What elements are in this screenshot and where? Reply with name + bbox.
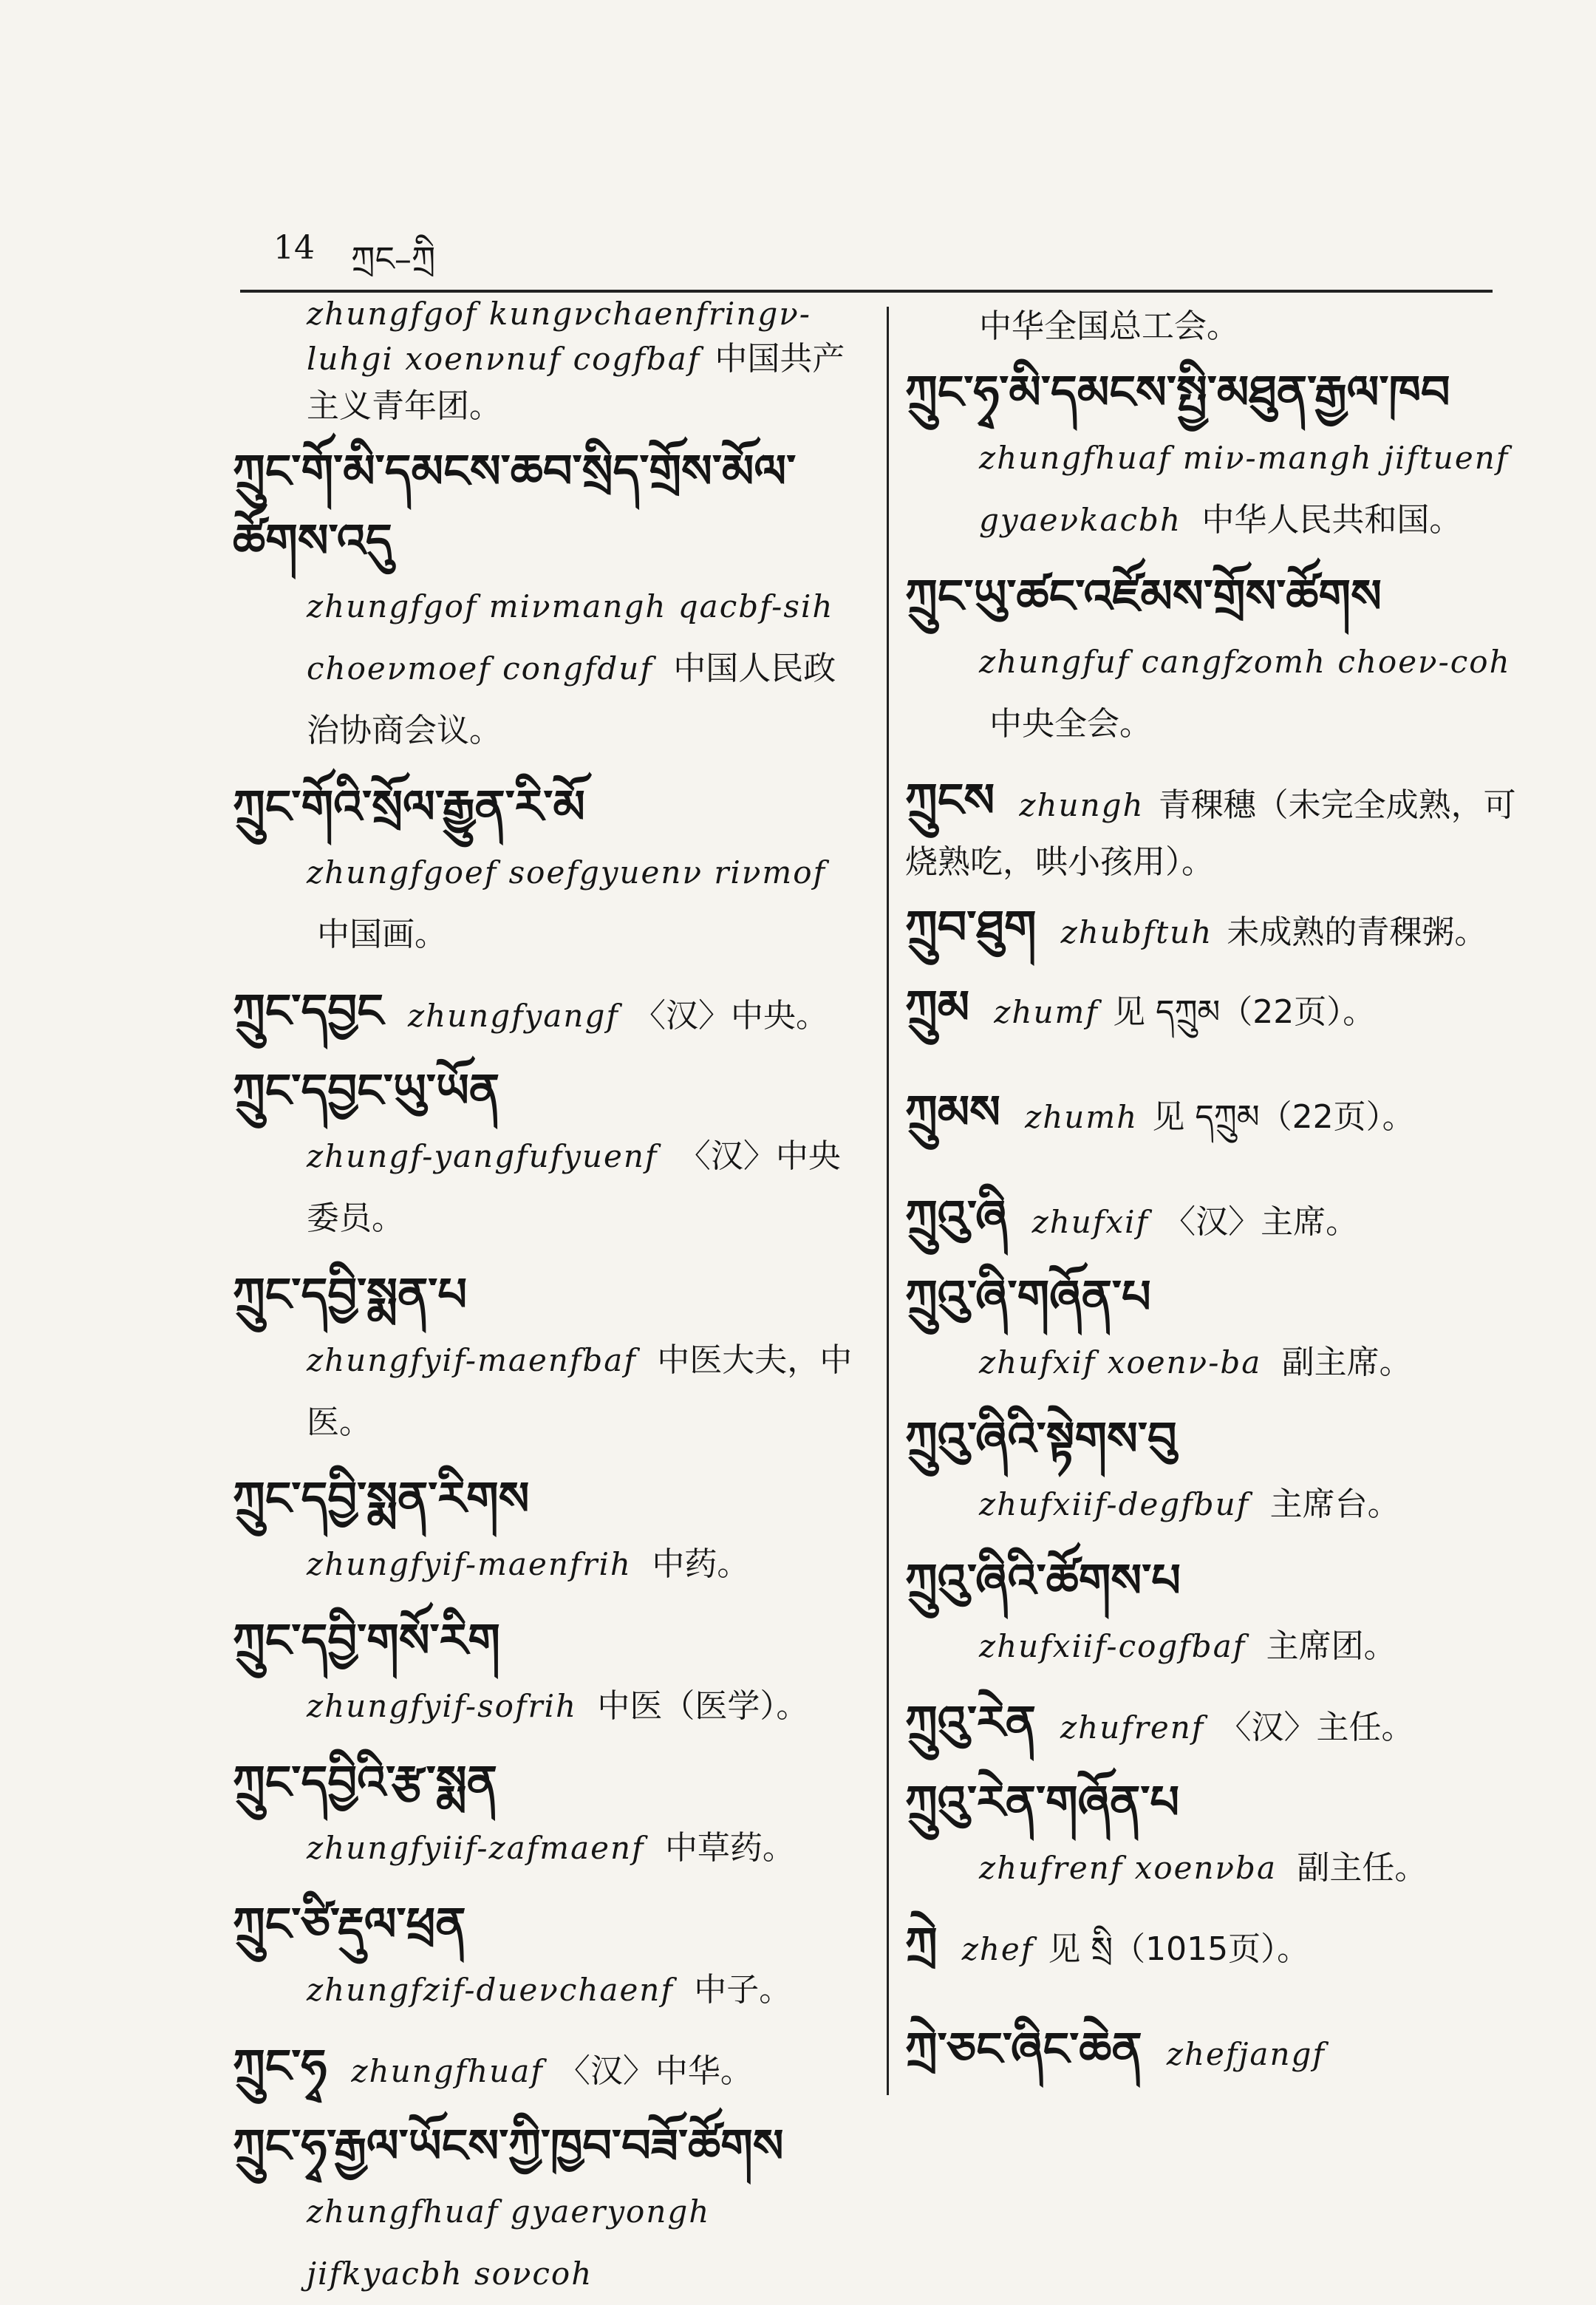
romanization: zhef xyxy=(961,1931,1034,1967)
definition: 〈汉〉中央。 xyxy=(633,997,829,1035)
dictionary-entry xyxy=(905,1077,1526,1172)
column-divider xyxy=(887,307,889,2095)
headword: ཀྲུང་དབྱི་གསོ་རིག xyxy=(233,1613,500,1667)
romanization: zhubftuh xyxy=(1060,914,1213,950)
definition: 主席台。 xyxy=(1269,1485,1400,1523)
romanization: zhungh xyxy=(1019,787,1145,823)
definition: 见 དཀྲུམ（22页）。 xyxy=(1152,1098,1415,1136)
dictionary-entry xyxy=(233,976,853,1046)
headword: ཀྲུང་དབྱང xyxy=(233,984,383,1038)
dictionary-entry xyxy=(905,1182,1526,1252)
dictionary-entry xyxy=(233,1890,853,2021)
dictionary-entry xyxy=(905,358,1526,551)
definition: 中国人民政治协商会议。 xyxy=(307,650,836,749)
headword: ཀྲུམས xyxy=(905,1085,1001,1139)
definition: 中草药。 xyxy=(664,1829,795,1867)
dictionary-entry xyxy=(905,1404,1526,1536)
romanization: zhefjangf xyxy=(1166,2036,1326,2072)
definition: 中国共产主义青年团。 xyxy=(307,340,845,425)
dictionary-entry xyxy=(233,296,853,426)
dictionary-entry xyxy=(233,437,853,762)
romanization: zhungfgof kungνchaenfringν-luhgi xoenνnuf cogfbaf xyxy=(307,296,811,377)
definition: 见 སྲི（1015页）。 xyxy=(1048,1930,1310,1968)
dictionary-entry xyxy=(905,1546,1526,1678)
headword: ཀྲུང་གོ་མི་དམངས་ཆབ་སྲིད་གྲོས་མོལ་ཚོགས་འདུ xyxy=(233,444,797,568)
right-column xyxy=(905,296,1526,2099)
headword: ཀྲུབ་ཐུག xyxy=(905,900,1037,954)
romanization: zhufxiif-cogfbaf xyxy=(979,1628,1247,1664)
definition: 见 དཀྲུམ（22页）。 xyxy=(1112,993,1376,1031)
headword: ཀྲུང་དབྱི་སྨན་པ xyxy=(233,1267,468,1321)
running-head: ཀྲང–ཀྲི xyxy=(351,239,436,279)
romanization: zhungfhuaf gyaeryongh jifkyacbh soνcoh xyxy=(307,2193,711,2292)
romanization: zhufxif xoenν-ba xyxy=(979,1344,1262,1380)
page-header xyxy=(273,222,1493,281)
headword: ཀྲུང་ཧྭ་མི་དམངས་སྤྱི་མཐུན་རྒྱལ་ཁབ xyxy=(905,365,1450,419)
romanization: zhungfgof miνmangh qacbf-sih choeνmoef congfduf xyxy=(307,588,834,687)
romanization: zhungf-yangfufyuenf xyxy=(307,1138,658,1174)
definition: 青稞穗（未完全成熟，可烧熟吃，哄小孩用）。 xyxy=(905,786,1516,881)
dictionary-entry xyxy=(233,2032,853,2101)
headword: ཀྲུང་དབྱི་སྨན་རིགས xyxy=(233,1471,530,1525)
headword: ཀྲུའུ་ཞིའི་ཚོགས་པ xyxy=(905,1553,1181,1607)
definition: 中国画。 xyxy=(317,916,447,953)
left-column xyxy=(233,296,853,2292)
definition: 〈汉〉主席。 xyxy=(1163,1203,1359,1241)
headword: ཀྲུའུ་རེན xyxy=(905,1695,1036,1749)
page-number: 14 xyxy=(273,229,315,267)
dictionary-entry xyxy=(905,766,1526,882)
headword: ཀྲུའུ་ཞི xyxy=(905,1190,1008,1244)
definition: 〈汉〉中华。 xyxy=(557,2052,753,2090)
definition: 〈汉〉中央委员。 xyxy=(307,1137,841,1237)
romanization: zhufrenf xyxy=(1060,1709,1205,1746)
dictionary-entry xyxy=(233,1748,853,1879)
romanization: zhungfyif-maenfrih xyxy=(307,1546,632,1582)
headword: ཀྲུང་དབྱིའི་རྩ་སྨན xyxy=(233,1755,497,1809)
dictionary-entry xyxy=(233,1260,853,1454)
romanization: zhumf xyxy=(994,994,1099,1030)
dictionary-entry xyxy=(905,1688,1526,1757)
romanization: zhufxif xyxy=(1031,1204,1150,1240)
romanization: zhungfhuaf xyxy=(351,2053,544,2089)
romanization: zhumh xyxy=(1025,1099,1139,1135)
definition: 中药。 xyxy=(652,1545,750,1583)
definition: 主席团。 xyxy=(1266,1627,1396,1665)
headword: ཀྲེ xyxy=(905,1917,938,1971)
dictionary-entry xyxy=(905,2015,1526,2084)
dictionary-entry xyxy=(905,562,1526,755)
romanization: zhungfhuaf miν-mangh jiftuenf gyaeνkacbh xyxy=(979,440,1510,538)
definition: 未成熟的青稞粥。 xyxy=(1227,913,1487,951)
continued-definition: 中华全国总工会。 xyxy=(979,307,1239,345)
headword: ཀྲུང་ཙི་རྡུལ་ཕྲན xyxy=(233,1897,466,1951)
dictionary-entry xyxy=(905,973,1526,1067)
headword: ཀྲེ་ཅང་ཞིང་ཆེན xyxy=(905,2022,1142,2076)
romanization: zhufrenf xoenνba xyxy=(979,1850,1277,1886)
definition: 中医（医学）。 xyxy=(597,1687,809,1725)
headword: ཀྲུང་དབྱང་ཡུ་ཡོན xyxy=(233,1063,500,1117)
dictionary-entry xyxy=(233,1606,853,1737)
dictionary-entry xyxy=(233,1056,853,1250)
romanization: zhungfgoef soefgyuenν riνmof xyxy=(307,854,827,891)
romanization: zhungfyiif-zafmaenf xyxy=(307,1830,645,1866)
headword: ཀྲུའུ་ཞི་གཞོན་པ xyxy=(905,1270,1151,1324)
header-rule xyxy=(240,290,1493,293)
headword: ཀྲུའུ་ཞིའི་སྟེགས་བུ xyxy=(905,1412,1177,1465)
dictionary-entry xyxy=(233,1464,853,1596)
headword: ཀྲུང་གོའི་སྲོལ་རྒྱུན་རི་མོ xyxy=(233,780,585,834)
definition: 中子。 xyxy=(694,1971,792,2009)
definition: 中央全会。 xyxy=(989,705,1152,743)
romanization: zhufxiif-degfbuf xyxy=(979,1486,1250,1522)
romanization: zhungfyif-maenfbaf xyxy=(307,1342,637,1378)
headword: ཀྲུང་ཡུ་ཚང་འཛོམས་གྲོས་ཚོགས xyxy=(905,569,1382,623)
dictionary-entry xyxy=(905,1768,1526,1899)
dictionary-entry xyxy=(905,1262,1526,1394)
headword: ཀྲུངས xyxy=(905,773,995,827)
headword: ཀྲུའུ་རེན་གཞོན་པ xyxy=(905,1775,1180,1829)
romanization: zhungfyif-sofrih xyxy=(307,1688,578,1724)
dictionary-entry xyxy=(905,893,1526,962)
definition: 〈汉〉主任。 xyxy=(1218,1709,1414,1746)
definition: 中医大夫，中医。 xyxy=(307,1341,853,1441)
romanization: zhungfzif-dueνchaenf xyxy=(307,1972,674,2008)
romanization: zhungfyangf xyxy=(407,998,619,1034)
dictionary-entry xyxy=(233,2111,853,2305)
headword: ཀྲུམ xyxy=(905,980,970,1034)
romanization: zhungfuf cangfzomh choeν-coh xyxy=(979,644,1511,680)
definition: 副主席。 xyxy=(1281,1344,1412,1381)
dictionary-entry xyxy=(233,772,853,966)
definition: 副主任。 xyxy=(1297,1849,1428,1887)
headword: ཀྲུང་ཧྭ xyxy=(233,2039,327,2093)
dictionary-entry xyxy=(905,1910,1526,2004)
headword: ཀྲུང་ཧྭ་རྒྱལ་ཡོངས་ཀྱི་ཁྱབ་བཟོ་ཚོགས xyxy=(233,2119,784,2173)
definition: 中华人民共和国。 xyxy=(1201,501,1462,539)
